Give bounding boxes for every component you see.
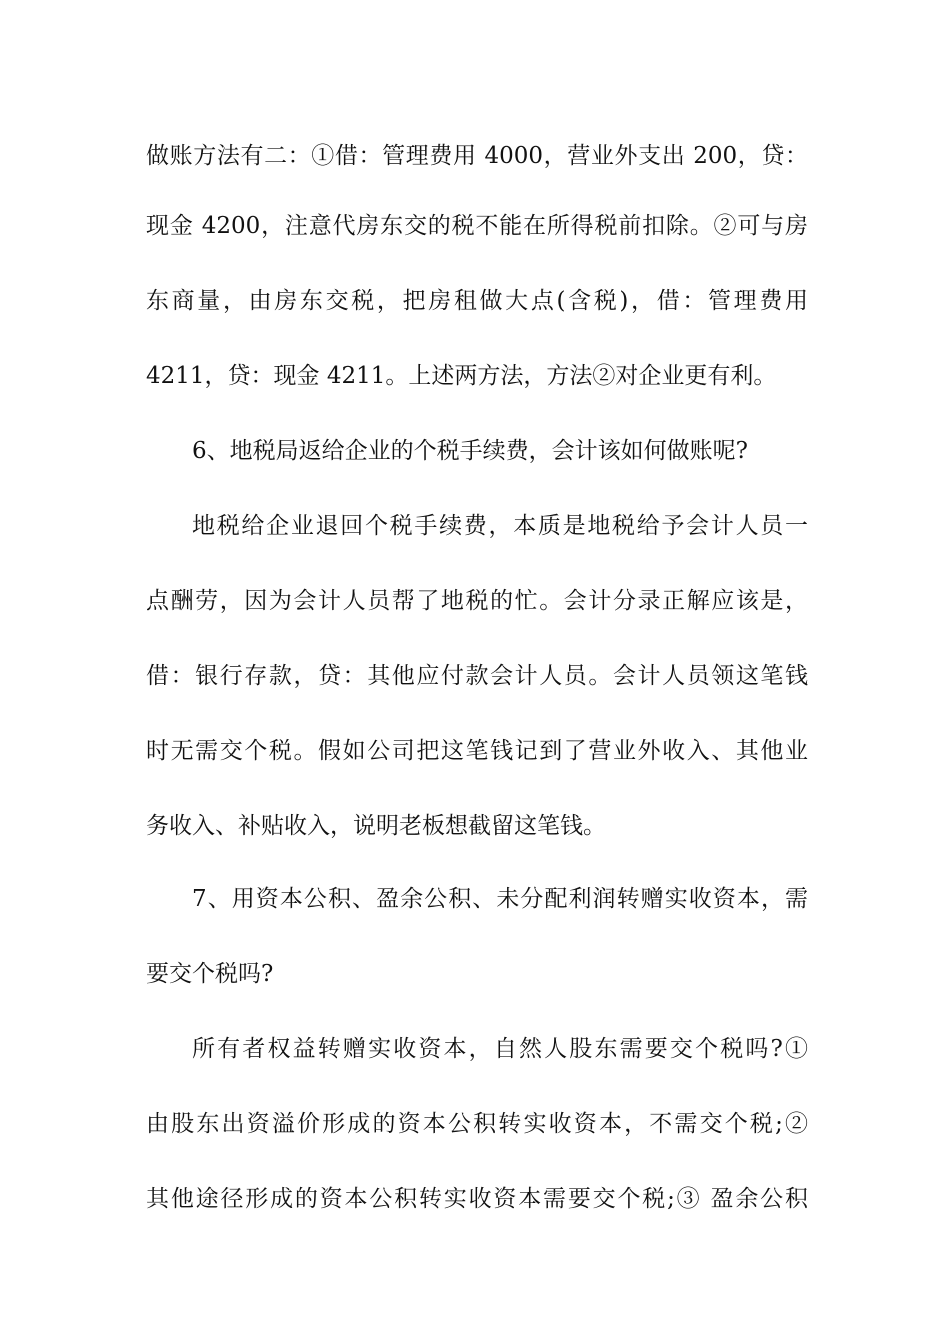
text-line: 点酬劳，因为会计人员帮了地税的忙。会计分录正解应该是， <box>146 588 808 614</box>
text-line: 借：银行存款，贷：其他应付款会计人员。会计人员领这笔钱 <box>146 663 808 689</box>
text-line: 4211，贷：现金 4211。上述两方法，方法②对企业更有利。 <box>146 363 777 389</box>
text-line: 由股东出资溢价形成的资本公积转实收资本，不需交个税;② <box>146 1111 808 1137</box>
text-line: 时无需交个税。假如公司把这笔钱记到了营业外收入、其他业 <box>146 738 808 764</box>
text-line: 其他途径形成的资本公积转实收资本需要交个税;③ 盈余公积 <box>146 1186 808 1212</box>
text-line: 做账方法有二：①借：管理费用 4000，营业外支出 200，贷： <box>146 143 808 169</box>
text-line: 务收入、补贴收入，说明老板想截留这笔钱。 <box>146 813 606 839</box>
text-line: 现金 4200，注意代房东交的税不能在所得税前扣除。②可与房 <box>146 213 808 239</box>
section-heading: 6、地税局返给企业的个税手续费，会计该如何做账呢? <box>192 438 748 464</box>
text-line: 所有者权益转赠实收资本，自然人股东需要交个税吗?① <box>192 1036 808 1062</box>
section-heading-continued: 要交个税吗? <box>146 961 274 987</box>
text-line: 东商量，由房东交税，把房租做大点(含税)，借：管理费用 <box>146 288 808 314</box>
text-line: 地税给企业退回个税手续费，本质是地税给予会计人员一 <box>192 513 808 539</box>
section-heading: 7、用资本公积、盈余公积、未分配利润转赠实收资本，需 <box>192 886 808 912</box>
